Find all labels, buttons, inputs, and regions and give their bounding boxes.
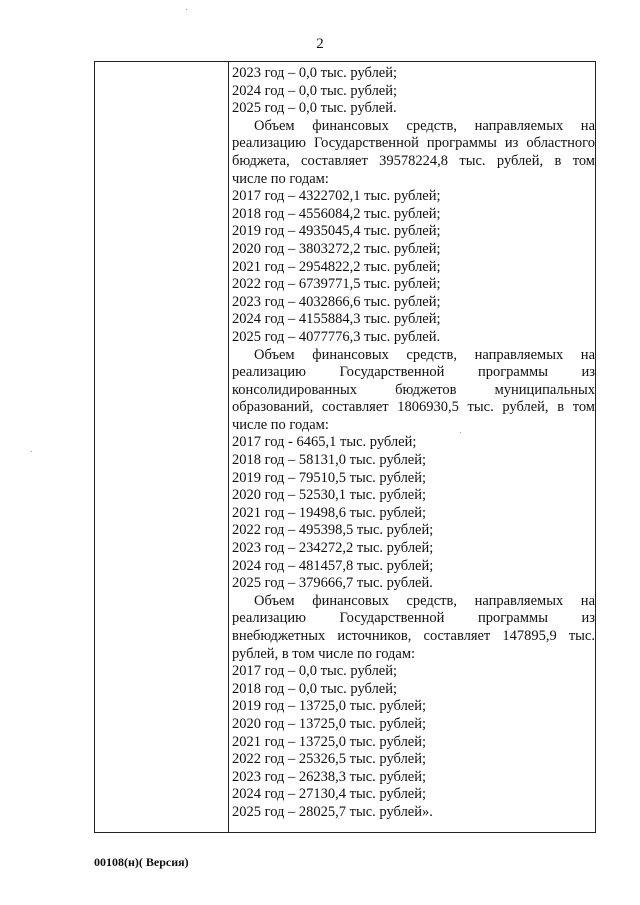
text-line: 2021 год – 19498,6 тыс. рублей; (232, 504, 427, 521)
text-line: 2025 год – 28025,7 тыс. рублей». (232, 803, 433, 820)
text-line: 2022 год – 6739771,5 тыс. рублей; (232, 276, 441, 293)
text-line: 2024 год – 0,0 тыс. рублей; (232, 82, 398, 99)
document-footer-code: 00108(н)( Версия) (94, 855, 189, 869)
text-line: реализацию Государственной программы из областного (232, 135, 595, 152)
text-line: образований, составляет 1806930,5 тыс. рублей, в том (232, 399, 595, 416)
text-line: 2023 год – 0,0 тыс. рублей; (232, 65, 398, 81)
page-number: 2 (316, 36, 324, 52)
text-line: 2020 год – 13725,0 тыс. рублей; (232, 715, 427, 732)
text-line: 2025 год – 4077776,3 тыс. рублей. (232, 328, 441, 345)
scan-speck (186, 9, 187, 10)
text-line: числе по годам: (232, 170, 329, 187)
text-line: консолидированных бюджетов муниципальных (232, 381, 595, 398)
text-line: 2019 год – 4935045,4 тыс. рублей; (232, 223, 441, 240)
table-right-cell (232, 65, 595, 822)
text-line: 2018 год – 4556084,2 тыс. рублей; (232, 205, 441, 222)
text-line: реализацию Государственной программы из (232, 610, 595, 627)
text-line: 2022 год – 25326,5 тыс. рублей; (232, 751, 427, 768)
text-line: 2018 год – 0,0 тыс. рублей; (232, 680, 398, 697)
text-line: 2018 год – 58131,0 тыс. рублей; (232, 452, 427, 469)
text-line: 2020 год – 52530,1 тыс. рублей; (232, 487, 427, 504)
text-line: 2017 год – 0,0 тыс. рублей; (232, 663, 398, 680)
text-line: 2023 год – 26238,3 тыс. рублей; (232, 768, 427, 785)
column-divider (228, 62, 229, 832)
text-line: 2023 год – 4032866,6 тыс. рублей; (232, 293, 441, 310)
text-line: 2021 год – 13725,0 тыс. рублей; (232, 733, 427, 750)
text-line: Объем финансовых средств, направляемых на (254, 592, 595, 609)
text-line: реализацию Государственной программы из (232, 364, 595, 381)
text-line: 2024 год – 481457,8 тыс. рублей; (232, 557, 434, 574)
text-line: 2025 год – 0,0 тыс. рублей. (232, 100, 397, 117)
text-line: 2017 год - 6465,1 тыс. рублей; (232, 434, 417, 451)
scan-speck (31, 451, 32, 452)
document-table (94, 61, 596, 833)
text-line: 2024 год – 4155884,3 тыс. рублей; (232, 311, 441, 328)
table-left-cell (95, 62, 228, 832)
text-line: Объем финансовых средств, направляемых на (254, 346, 595, 363)
text-line: 2019 год – 79510,5 тыс. рублей; (232, 469, 427, 486)
scan-speck (460, 432, 461, 433)
text-line: бюджета, составляет 39578224,8 тыс. рублей, в том (232, 152, 595, 169)
text-line: Объем финансовых средств, направляемых на (254, 117, 595, 134)
text-line: 2017 год – 4322702,1 тыс. рублей; (232, 188, 441, 205)
text-line: 2020 год – 3803272,2 тыс. рублей; (232, 240, 441, 257)
text-line: внебюджетных источников, составляет 147895,9 тыс. (232, 628, 595, 644)
text-line: 2025 год – 379666,7 тыс. рублей. (232, 575, 433, 592)
text-line: 2022 год – 495398,5 тыс. рублей; (232, 522, 434, 539)
text-line: 2021 год – 2954822,2 тыс. рублей; (232, 258, 441, 275)
text-line: 2019 год – 13725,0 тыс. рублей; (232, 698, 427, 715)
text-line: числе по годам: (232, 416, 329, 433)
text-line: рублей, в том числе по годам: (232, 645, 416, 662)
text-line: 2024 год – 27130,4 тыс. рублей; (232, 786, 427, 803)
text-line: 2023 год – 234272,2 тыс. рублей; (232, 540, 434, 557)
